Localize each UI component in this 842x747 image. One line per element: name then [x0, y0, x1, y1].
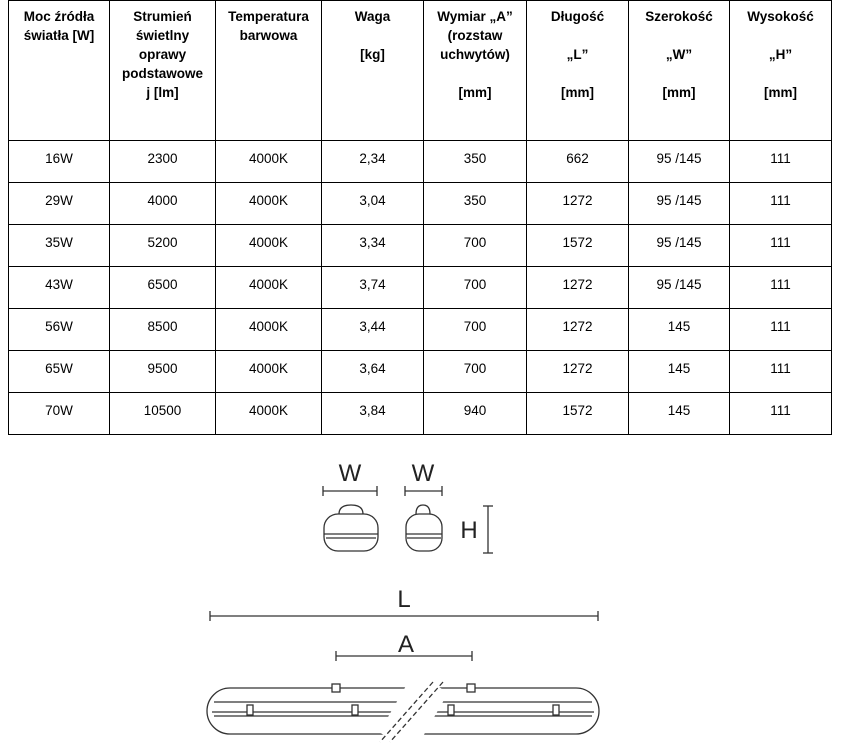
- cell-weight: 3,44: [322, 309, 424, 351]
- cell-length: 1572: [527, 225, 629, 267]
- cell-width: 145: [629, 351, 730, 393]
- cell-power: 35W: [9, 225, 110, 267]
- cell-dimension-a: 350: [424, 183, 527, 225]
- cell-height: 111: [730, 393, 832, 435]
- header-dimension-a: Wymiar „A” (rozstaw uchwytów) [mm]: [424, 1, 527, 141]
- header-width: Szerokość „W” [mm]: [629, 1, 730, 141]
- cell-flux: 10500: [110, 393, 216, 435]
- cell-flux: 2300: [110, 141, 216, 183]
- cell-temperature: 4000K: [216, 141, 322, 183]
- cell-flux: 8500: [110, 309, 216, 351]
- cell-height: 111: [730, 351, 832, 393]
- cell-height: 111: [730, 267, 832, 309]
- label-h: H: [460, 517, 478, 544]
- cell-temperature: 4000K: [216, 351, 322, 393]
- cell-dimension-a: 940: [424, 393, 527, 435]
- cell-temperature: 4000K: [216, 183, 322, 225]
- header-power: Moc źródła światła [W]: [9, 1, 110, 141]
- cell-weight: 2,34: [322, 141, 424, 183]
- cell-length: 1272: [527, 183, 629, 225]
- cell-width: 95 /145: [629, 225, 730, 267]
- cell-weight: 3,74: [322, 267, 424, 309]
- label-a: A: [397, 631, 415, 658]
- cell-weight: 3,04: [322, 183, 424, 225]
- header-luminous-flux: Strumień świetlny oprawy podstawowe j [lm]: [110, 1, 216, 141]
- cell-dimension-a: 700: [424, 351, 527, 393]
- cell-flux: 9500: [110, 351, 216, 393]
- cell-weight: 3,34: [322, 225, 424, 267]
- cell-flux: 4000: [110, 183, 216, 225]
- label-l: L: [397, 586, 411, 613]
- width-small-dimension-line: [405, 486, 442, 496]
- label-w-large: W: [338, 460, 362, 487]
- header-color-temperature: Temperatura barwowa: [216, 1, 322, 141]
- cell-width: 95 /145: [629, 183, 730, 225]
- cell-temperature: 4000K: [216, 225, 322, 267]
- cell-dimension-a: 350: [424, 141, 527, 183]
- cell-width: 145: [629, 393, 730, 435]
- cell-temperature: 4000K: [216, 309, 322, 351]
- width-large-dimension-line: [323, 486, 377, 496]
- label-w-small: W: [411, 460, 435, 487]
- luminaire-cross-section-wide: [324, 505, 378, 551]
- cell-temperature: 4000K: [216, 267, 322, 309]
- header-weight: Waga [kg]: [322, 1, 424, 141]
- cell-dimension-a: 700: [424, 225, 527, 267]
- cell-power: 65W: [9, 351, 110, 393]
- cell-power: 56W: [9, 309, 110, 351]
- luminaire-cross-section-narrow: [406, 505, 442, 551]
- cell-temperature: 4000K: [216, 393, 322, 435]
- cell-weight: 3,84: [322, 393, 424, 435]
- cell-power: 16W: [9, 141, 110, 183]
- cell-width: 95 /145: [629, 141, 730, 183]
- cell-length: 1272: [527, 351, 629, 393]
- cell-power: 43W: [9, 267, 110, 309]
- cell-height: 111: [730, 183, 832, 225]
- cell-dimension-a: 700: [424, 309, 527, 351]
- cell-height: 111: [730, 309, 832, 351]
- cell-dimension-a: 700: [424, 267, 527, 309]
- cell-length: 1572: [527, 393, 629, 435]
- cell-height: 111: [730, 225, 832, 267]
- cell-power: 70W: [9, 393, 110, 435]
- cell-length: 662: [527, 141, 629, 183]
- cell-weight: 3,64: [322, 351, 424, 393]
- cell-flux: 6500: [110, 267, 216, 309]
- height-dimension-line: [483, 506, 493, 553]
- cell-width: 95 /145: [629, 267, 730, 309]
- cell-power: 29W: [9, 183, 110, 225]
- cell-width: 145: [629, 309, 730, 351]
- cell-length: 1272: [527, 309, 629, 351]
- cell-flux: 5200: [110, 225, 216, 267]
- luminaire-side-view: [207, 673, 599, 747]
- header-length: Długość „L” [mm]: [527, 1, 629, 141]
- header-height: Wysokość „H” [mm]: [730, 1, 832, 141]
- cell-height: 111: [730, 141, 832, 183]
- cell-length: 1272: [527, 267, 629, 309]
